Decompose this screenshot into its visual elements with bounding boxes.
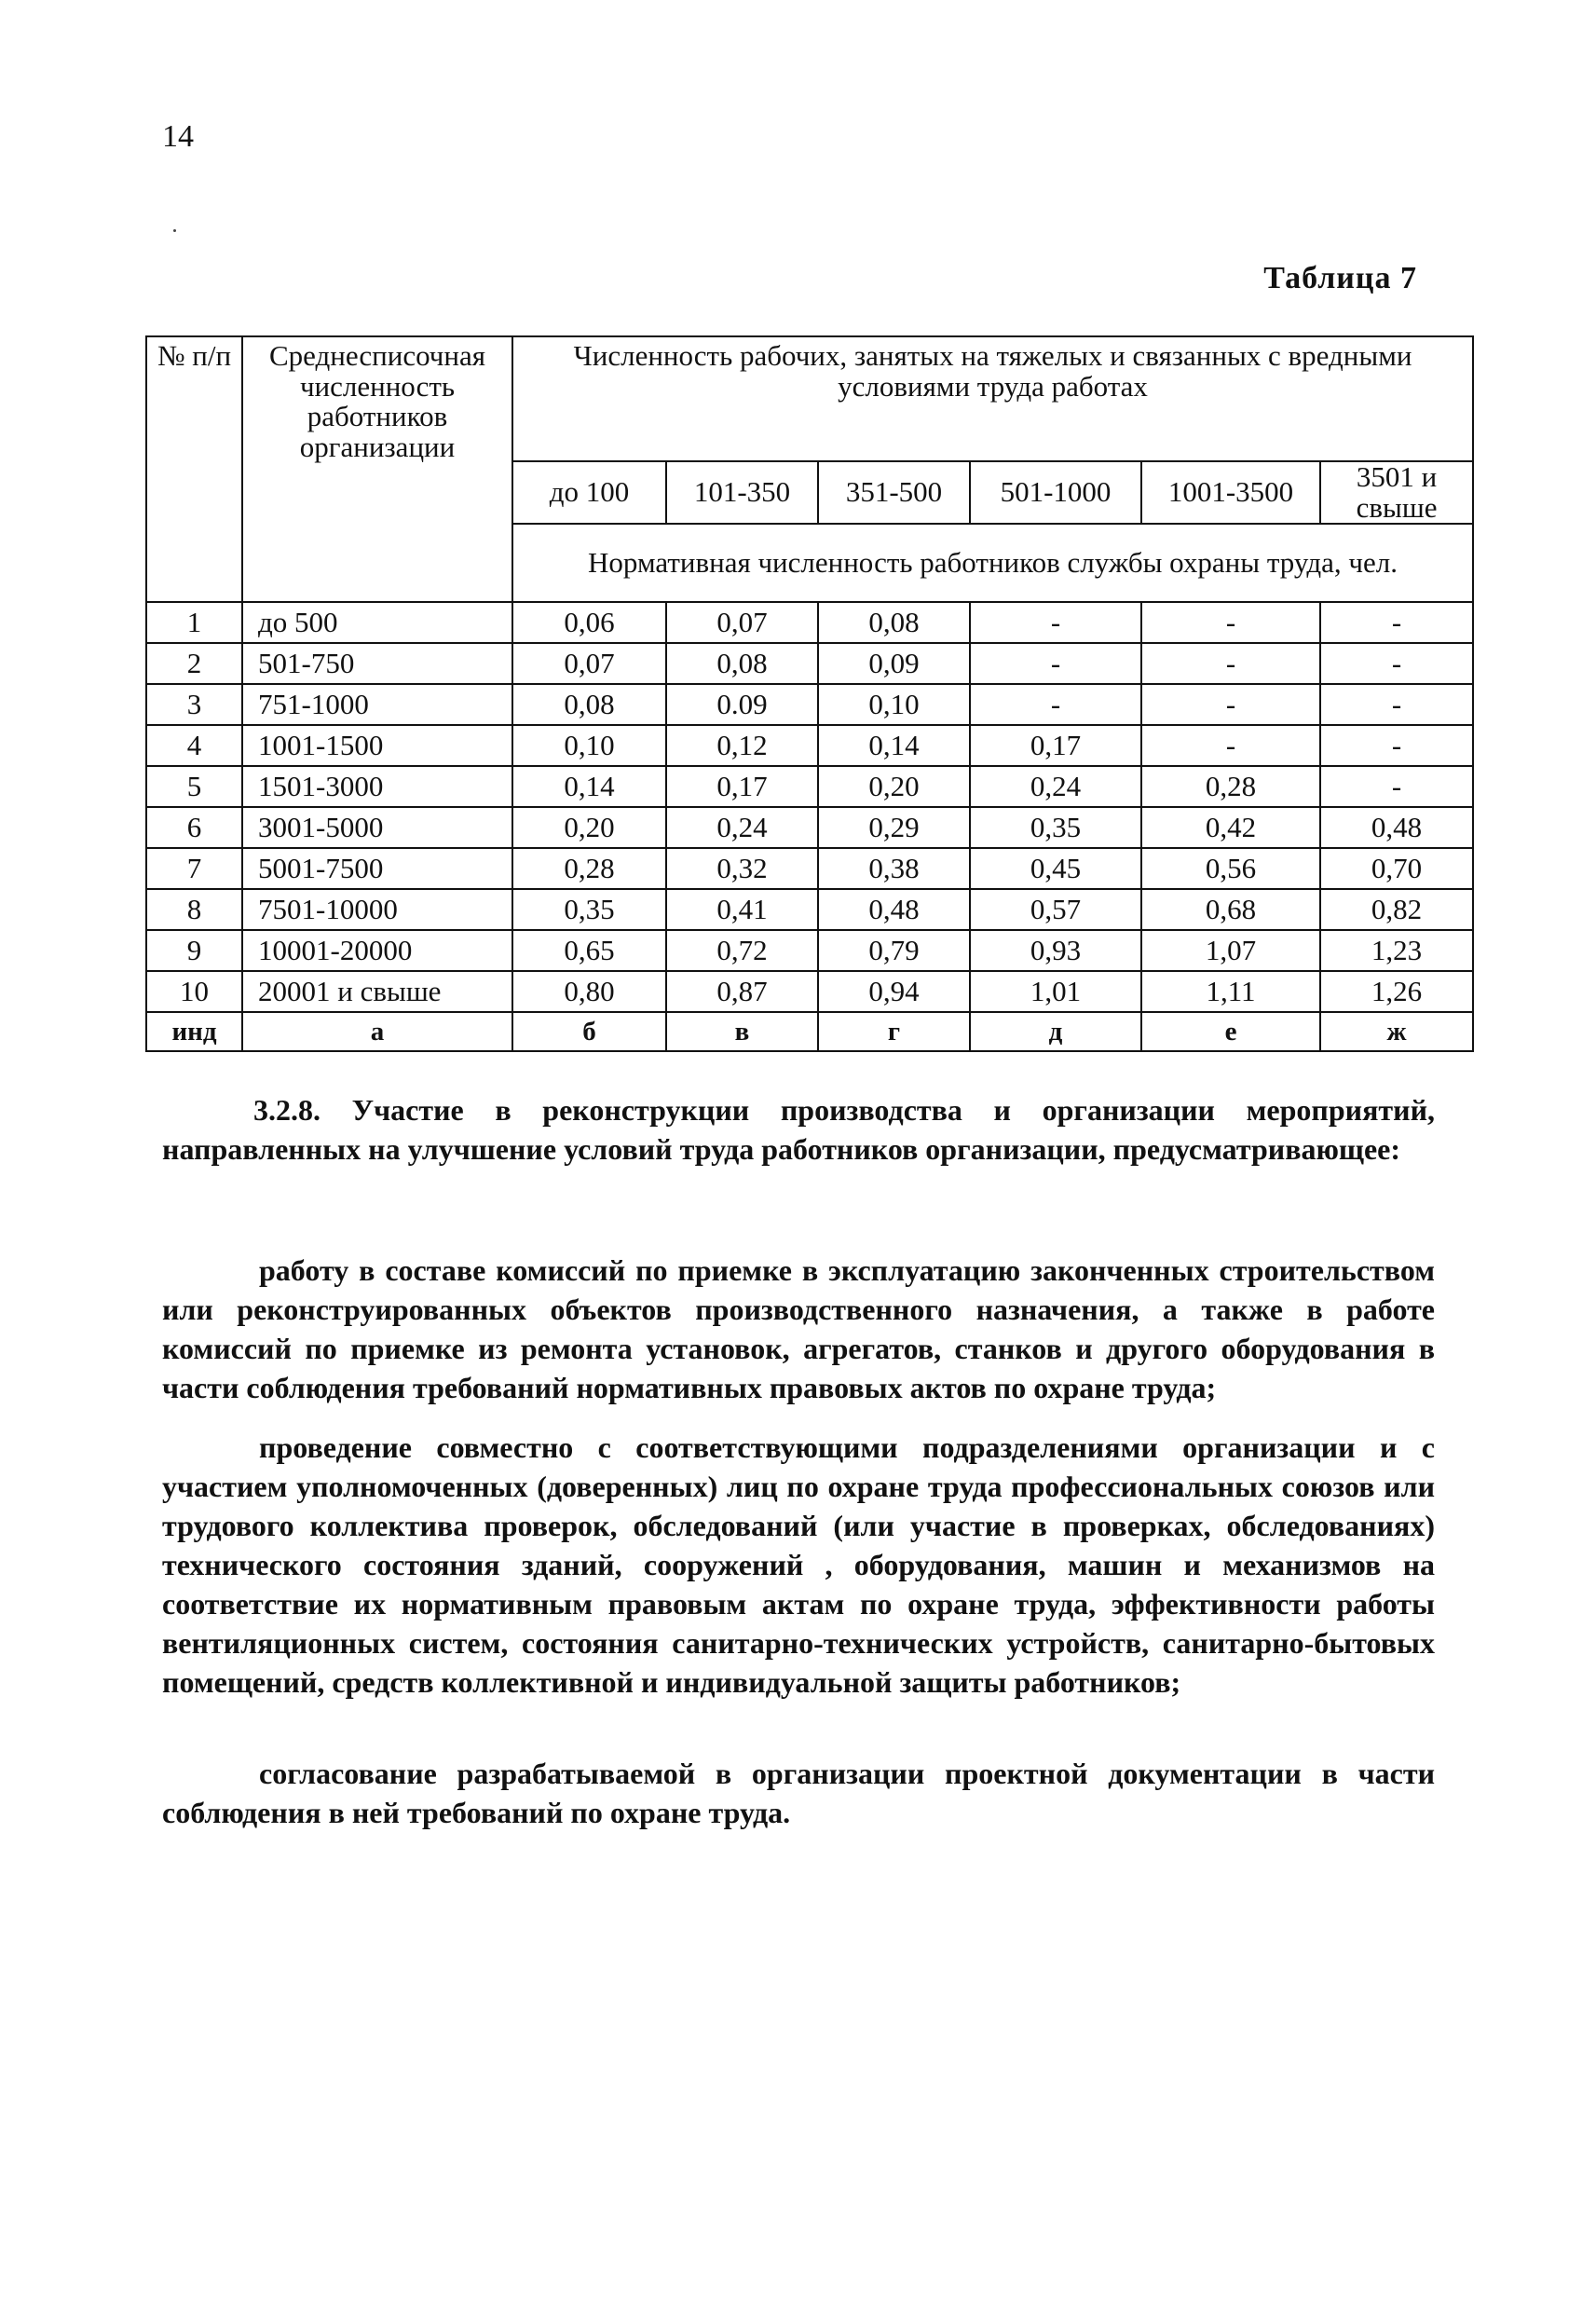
index-row	[146, 1012, 1473, 1051]
section-heading-text: Участие в реконструкции производства и организации мероприятий, направленных на улучшение условий труда работников организации, предусматривающее:	[162, 1093, 1435, 1166]
norm-title-header: Нормативная численность работников службы охраны труда, чел.	[512, 524, 1473, 602]
norm-value: 0,32	[666, 848, 818, 889]
norm-value: 0,06	[512, 602, 666, 643]
norm-value: 0,87	[666, 971, 818, 1012]
norm-value: 0,20	[512, 807, 666, 848]
norm-value: 0,08	[512, 684, 666, 725]
header-avg-staff: Среднесписочная численность работников организации	[242, 336, 512, 602]
norm-value: 0,24	[666, 807, 818, 848]
index-label: инд	[146, 1012, 242, 1051]
paragraph: проведение совместно с соответствующими подразделениями организации и с участием уполномоченных (доверенных) лиц по охране труда профессиональных союзов или трудового коллектива проверок, обследований (или участие в проверках, обследованиях) технического состояния зданий, сооружений , оборудования, машин и механизмов на соответствие их нормативным правовым актам по охране труда, эффективности работы вентиляционных систем, состояния санитарно-технических устройств, санитарно-бытовых помещений, средств коллективной и индивидуальной защиты работников;	[162, 1430, 1435, 1699]
index-letter: в	[666, 1012, 818, 1051]
norm-value: -	[1141, 643, 1320, 684]
norm-value: -	[970, 602, 1141, 643]
table-row	[146, 643, 1473, 684]
norm-value: -	[1320, 602, 1473, 643]
norm-value: 0,17	[970, 725, 1141, 766]
norm-value: 0,48	[818, 889, 970, 930]
org-size: 20001 и свыше	[242, 971, 512, 1012]
norm-value: 0,57	[970, 889, 1141, 930]
org-size: 501-750	[242, 643, 512, 684]
row-number: 4	[146, 725, 242, 766]
row-number: 6	[146, 807, 242, 848]
org-size: до 500	[242, 602, 512, 643]
org-size: 3001-5000	[242, 807, 512, 848]
norm-value: 0,38	[818, 848, 970, 889]
norm-value: 0,08	[818, 602, 970, 643]
norm-value: 0,93	[970, 930, 1141, 971]
norm-value: -	[970, 643, 1141, 684]
header-num: № п/п	[146, 336, 242, 602]
norm-value: 0,70	[1320, 848, 1473, 889]
section-heading	[162, 1090, 1435, 1169]
org-size: 7501-10000	[242, 889, 512, 930]
norm-value: 0,45	[970, 848, 1141, 889]
norm-value: 0,17	[666, 766, 818, 807]
norm-value: 1,07	[1141, 930, 1320, 971]
norm-value: 0,14	[818, 725, 970, 766]
range-header: 101-350	[666, 461, 818, 524]
table-row	[146, 766, 1473, 807]
norm-value: 1,11	[1141, 971, 1320, 1012]
norm-value: 1,26	[1320, 971, 1473, 1012]
index-letter: д	[970, 1012, 1141, 1051]
org-size: 5001-7500	[242, 848, 512, 889]
range-header: 501-1000	[970, 461, 1141, 524]
section-number: 3.2.8.	[253, 1093, 321, 1127]
norm-value: 0,24	[970, 766, 1141, 807]
norm-value: 0.09	[666, 684, 818, 725]
range-header: 3501 и свыше	[1320, 461, 1473, 524]
norm-value: -	[1320, 725, 1473, 766]
norm-value: 0,65	[512, 930, 666, 971]
norm-value: 0,10	[512, 725, 666, 766]
norm-value: 0,28	[512, 848, 666, 889]
norm-value: 0,10	[818, 684, 970, 725]
org-size: 751-1000	[242, 684, 512, 725]
index-letter: г	[818, 1012, 970, 1051]
norm-value: 0,14	[512, 766, 666, 807]
norm-value: 0,09	[818, 643, 970, 684]
norm-value: 0,82	[1320, 889, 1473, 930]
norm-value: -	[1141, 725, 1320, 766]
page-number: 14	[162, 119, 194, 154]
table-row	[146, 684, 1473, 725]
norm-value: 0,42	[1141, 807, 1320, 848]
range-header: до 100	[512, 461, 666, 524]
table-row	[146, 889, 1473, 930]
norm-value: -	[1141, 602, 1320, 643]
row-number: 5	[146, 766, 242, 807]
norm-table	[145, 335, 1474, 1052]
norm-value: -	[1320, 766, 1473, 807]
row-number: 10	[146, 971, 242, 1012]
table-caption: Таблица 7	[1263, 261, 1417, 295]
norm-value: -	[1320, 643, 1473, 684]
norm-value: 0,12	[666, 725, 818, 766]
table-row	[146, 807, 1473, 848]
org-size: 1001-1500	[242, 725, 512, 766]
row-number: 7	[146, 848, 242, 889]
table-body	[146, 602, 1473, 1012]
index-letter: а	[242, 1012, 512, 1051]
paragraph: работу в составе комиссий по приемке в эксплуатацию законченных строительством или реконструированных объектов производственного назначения, а также в работе комиссий по приемке из ремонта установок, агрегатов, станков и другого оборудования в части соблюдения требований нормативных правовых актов по охране труда;	[162, 1253, 1435, 1404]
range-header: 351-500	[818, 461, 970, 524]
row-number: 9	[146, 930, 242, 971]
norm-value: 0,80	[512, 971, 666, 1012]
table-row	[146, 725, 1473, 766]
header-workers-group: Численность рабочих, занятых на тяжелых и связанных с вредными условиями труда работах	[512, 336, 1473, 461]
table-row	[146, 848, 1473, 889]
index-letter: ж	[1320, 1012, 1473, 1051]
norm-value: 0,48	[1320, 807, 1473, 848]
row-number: 8	[146, 889, 242, 930]
norm-value: 0,68	[1141, 889, 1320, 930]
norm-value: 0,35	[512, 889, 666, 930]
norm-value: 0,72	[666, 930, 818, 971]
norm-value: 0,94	[818, 971, 970, 1012]
row-number: 2	[146, 643, 242, 684]
table-row	[146, 971, 1473, 1012]
norm-value: 0,56	[1141, 848, 1320, 889]
norm-value: 0,28	[1141, 766, 1320, 807]
scan-speck	[173, 229, 176, 232]
norm-value: 0,41	[666, 889, 818, 930]
paragraph: согласование разрабатываемой в организации проектной документации в части соблюдения в ней требований по охране труда.	[162, 1757, 1435, 1829]
norm-value: 0,29	[818, 807, 970, 848]
index-letter: б	[512, 1012, 666, 1051]
index-letter: е	[1141, 1012, 1320, 1051]
range-header: 1001-3500	[1141, 461, 1320, 524]
norm-value: 1,23	[1320, 930, 1473, 971]
norm-value: 1,01	[970, 971, 1141, 1012]
norm-value: 0,07	[666, 602, 818, 643]
norm-value: -	[1141, 684, 1320, 725]
row-number: 3	[146, 684, 242, 725]
norm-value: -	[970, 684, 1141, 725]
norm-value: 0,35	[970, 807, 1141, 848]
norm-value: 0,07	[512, 643, 666, 684]
table-row	[146, 930, 1473, 971]
org-size: 10001-20000	[242, 930, 512, 971]
norm-value: 0,20	[818, 766, 970, 807]
norm-value: -	[1320, 684, 1473, 725]
org-size: 1501-3000	[242, 766, 512, 807]
table-row	[146, 602, 1473, 643]
norm-value: 0,79	[818, 930, 970, 971]
row-number: 1	[146, 602, 242, 643]
norm-value: 0,08	[666, 643, 818, 684]
